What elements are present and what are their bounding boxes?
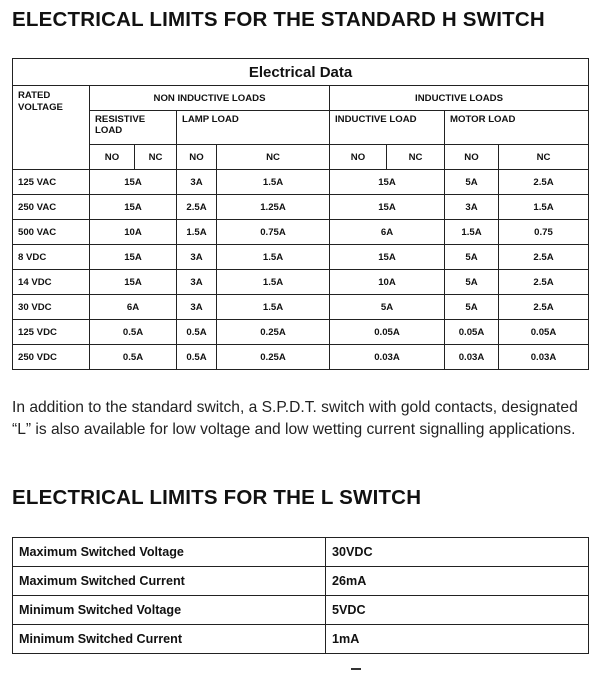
cell-motor-no: 3A xyxy=(445,195,499,220)
cell-motor-nc: 2.5A xyxy=(499,245,589,270)
header-rated-voltage: RATED VOLTAGE xyxy=(13,86,90,170)
cell-lamp-nc: 0.25A xyxy=(217,320,330,345)
cell-motor-no: 0.03A xyxy=(445,345,499,370)
spec-label: Maximum Switched Voltage xyxy=(13,538,326,567)
cell-voltage: 500 VAC xyxy=(13,220,90,245)
cell-voltage: 8 VDC xyxy=(13,245,90,270)
cell-motor-no: 1.5A xyxy=(445,220,499,245)
header-inductive-load: INDUCTIVE LOAD xyxy=(330,111,445,145)
cell-resistive: 15A xyxy=(90,195,177,220)
header-motor-nc: NC xyxy=(499,145,589,170)
cell-lamp-no: 3A xyxy=(177,245,217,270)
cell-voltage: 250 VAC xyxy=(13,195,90,220)
header-motor-no: NO xyxy=(445,145,499,170)
cell-resistive: 6A xyxy=(90,295,177,320)
cell-motor-nc: 0.05A xyxy=(499,320,589,345)
cell-lamp-no: 2.5A xyxy=(177,195,217,220)
cell-resistive: 15A xyxy=(90,270,177,295)
cell-voltage: 250 VDC xyxy=(13,345,90,370)
cell-motor-no: 5A xyxy=(445,245,499,270)
cell-inductive: 15A xyxy=(330,245,445,270)
table-row xyxy=(13,295,589,320)
cell-motor-no: 5A xyxy=(445,295,499,320)
header-lamp-nc: NC xyxy=(217,145,330,170)
page-mark xyxy=(351,668,361,670)
cell-resistive: 15A xyxy=(90,245,177,270)
page-heading-l-switch: ELECTRICAL LIMITS FOR THE L SWITCH xyxy=(12,486,422,509)
table-row xyxy=(13,596,589,625)
l-switch-table xyxy=(12,537,589,654)
cell-motor-nc: 2.5A xyxy=(499,170,589,195)
cell-inductive: 0.03A xyxy=(330,345,445,370)
cell-inductive: 6A xyxy=(330,220,445,245)
l-switch-description: In addition to the standard switch, a S.P.D.T. switch with gold contacts, designated “L” is also available for low voltage and low wetting current signalling applications. xyxy=(12,399,578,438)
cell-voltage: 125 VDC xyxy=(13,320,90,345)
table-row xyxy=(13,245,589,270)
cell-lamp-nc: 1.5A xyxy=(217,270,330,295)
cell-lamp-nc: 1.5A xyxy=(217,245,330,270)
header-inductive-loads: INDUCTIVE LOADS xyxy=(330,86,589,111)
cell-inductive: 10A xyxy=(330,270,445,295)
cell-motor-nc: 1.5A xyxy=(499,195,589,220)
cell-lamp-nc: 0.25A xyxy=(217,345,330,370)
cell-motor-nc: 2.5A xyxy=(499,270,589,295)
spec-label: Minimum Switched Current xyxy=(13,625,326,654)
cell-resistive: 0.5A xyxy=(90,320,177,345)
table-row xyxy=(13,567,589,596)
spec-value: 5VDC xyxy=(326,596,589,625)
spec-value: 1mA xyxy=(326,625,589,654)
cell-lamp-no: 3A xyxy=(177,170,217,195)
table-row xyxy=(13,270,589,295)
cell-motor-nc: 2.5A xyxy=(499,295,589,320)
cell-inductive: 15A xyxy=(330,195,445,220)
table-row xyxy=(13,170,589,195)
spec-value: 26mA xyxy=(326,567,589,596)
table-row xyxy=(13,320,589,345)
table-row xyxy=(13,538,589,567)
cell-voltage: 14 VDC xyxy=(13,270,90,295)
header-inductive-nc: NC xyxy=(387,145,445,170)
cell-inductive: 0.05A xyxy=(330,320,445,345)
cell-resistive: 10A xyxy=(90,220,177,245)
cell-lamp-no: 3A xyxy=(177,295,217,320)
header-lamp-no: NO xyxy=(177,145,217,170)
cell-lamp-no: 0.5A xyxy=(177,345,217,370)
cell-lamp-nc: 1.5A xyxy=(217,295,330,320)
cell-lamp-no: 0.5A xyxy=(177,320,217,345)
cell-motor-nc: 0.75 xyxy=(499,220,589,245)
header-resistive-load: RESISTIVE LOAD xyxy=(90,111,177,145)
spec-label: Maximum Switched Current xyxy=(13,567,326,596)
cell-lamp-nc: 0.75A xyxy=(217,220,330,245)
cell-lamp-nc: 1.25A xyxy=(217,195,330,220)
spec-label: Minimum Switched Voltage xyxy=(13,596,326,625)
table-row xyxy=(13,220,589,245)
page-heading-h-switch: ELECTRICAL LIMITS FOR THE STANDARD H SWITCH xyxy=(12,8,545,31)
electrical-data-table xyxy=(12,58,589,370)
header-inductive-no: NO xyxy=(330,145,387,170)
cell-lamp-nc: 1.5A xyxy=(217,170,330,195)
cell-motor-no: 5A xyxy=(445,270,499,295)
table-row xyxy=(13,345,589,370)
cell-lamp-no: 3A xyxy=(177,270,217,295)
header-resistive-nc: NC xyxy=(135,145,177,170)
cell-resistive: 0.5A xyxy=(90,345,177,370)
table-row xyxy=(13,625,589,654)
cell-voltage: 125 VAC xyxy=(13,170,90,195)
spec-value: 30VDC xyxy=(326,538,589,567)
cell-motor-no: 0.05A xyxy=(445,320,499,345)
cell-inductive: 15A xyxy=(330,170,445,195)
table-row xyxy=(13,195,589,220)
table-title: Electrical Data xyxy=(13,59,589,86)
cell-voltage: 30 VDC xyxy=(13,295,90,320)
cell-motor-no: 5A xyxy=(445,170,499,195)
cell-motor-nc: 0.03A xyxy=(499,345,589,370)
header-lamp-load: LAMP LOAD xyxy=(177,111,330,145)
cell-resistive: 15A xyxy=(90,170,177,195)
header-resistive-no: NO xyxy=(90,145,135,170)
header-motor-load: MOTOR LOAD xyxy=(445,111,589,145)
header-non-inductive-loads: NON INDUCTIVE LOADS xyxy=(90,86,330,111)
cell-lamp-no: 1.5A xyxy=(177,220,217,245)
cell-inductive: 5A xyxy=(330,295,445,320)
